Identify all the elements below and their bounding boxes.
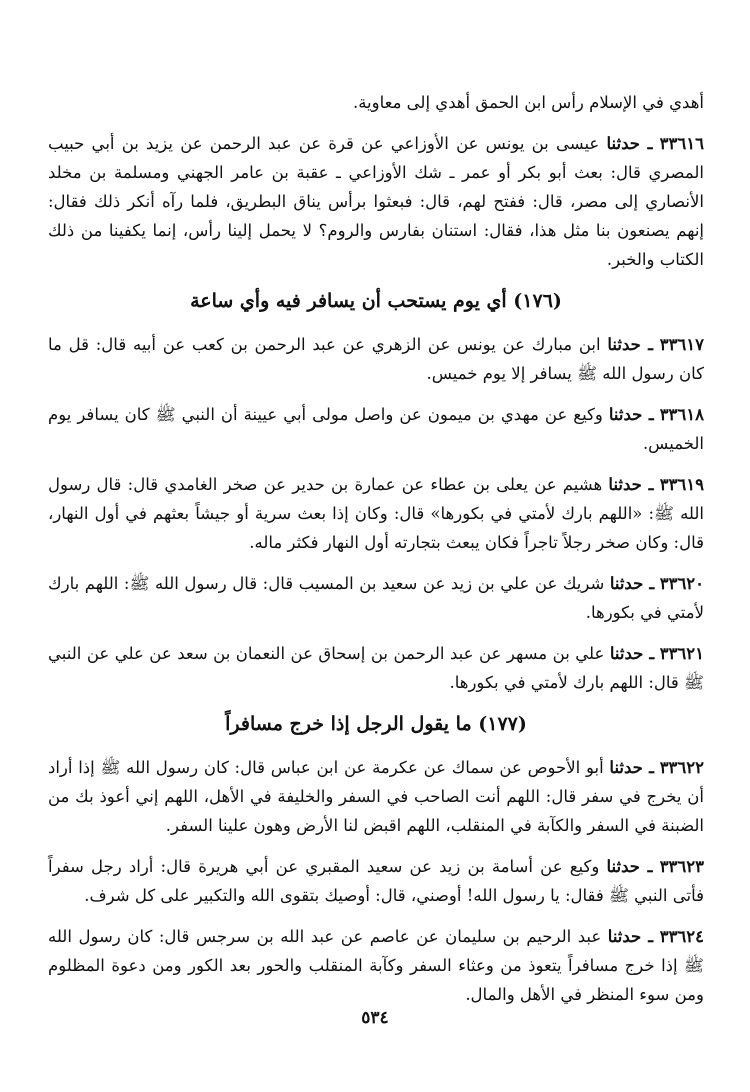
hadith-number: ٣٣٦١٦ (659, 134, 704, 153)
hadith-entry (48, 753, 704, 840)
hadith-entry (48, 922, 704, 1009)
hadith-entry (48, 470, 704, 557)
hadith-text: شريك عن علي بن زيد عن سعيد بن المسيب قال: قال رسول الله ﷺ: اللهم بارك لأمتي في بكورها. (48, 574, 704, 622)
narration-lead: ـ حدثنا (609, 574, 655, 593)
narration-lead: ـ حدثنا (606, 134, 653, 153)
narration-lead: ـ حدثنا (606, 857, 653, 876)
narration-lead: ـ حدثنا (608, 405, 654, 424)
hadith-text: وكيع عن أسامة بن زيد عن سعيد المقبري عن أبي هريرة قال: أراد رجل سفراً فأتى النبي ﷺ فقال: يا رسول الله! أوصني، قال: أوصيك بتقوى الله والتكبير على كل شرف. (48, 857, 704, 905)
chapter-heading: (١٧٧) ما يقول الرجل إذا خرج مسافراً (225, 713, 527, 735)
hadith-entry (48, 400, 704, 458)
continuation-text: أهدي في الإسلام رأس ابن الحمق أهدي إلى معاوية. (352, 93, 704, 112)
hadith-number: ٣٣٦١٨ (659, 405, 704, 424)
hadith-number: ٣٣٦٢٢ (659, 758, 704, 777)
hadith-number: ٣٣٦٢٠ (659, 574, 705, 593)
hadith-entry (48, 639, 704, 697)
hadith-text: عيسى بن يونس عن الأوزاعي عن قرة عن عبد الرحمن عن يزيد بن أبي حبيب المصري قال: بعث أبو بكر أو عمر ـ شك الأوزاعي ـ عقبة بن عامر الجهني ومسلمة بن مخلد الأنصاري إلى مصر، قال: ففتح لهم، قال: فبعثوا برأس يناق البطريق، فلما رآه أنكر ذلك فقال: إنهم يصنعون بنا مثل هذا، فقال: استنان بفارس والروم؟ لا يحمل إلينا رأس، إنما يكفينا من ذلك الكتاب والخبر. (48, 134, 704, 269)
hadith-text: علي بن مسهر عن عبد الرحمن بن إسحاق عن النعمان بن سعد عن علي عن النبي ﷺ قال: اللهم بارك لأمتي في بكورها. (48, 644, 704, 692)
hadith-number: ٣٣٦٢٤ (659, 927, 705, 946)
hadith-text: وكيع عن مهدي بن ميمون عن واصل مولى أبي عيينة أن النبي ﷺ كان يسافر يوم الخميس. (48, 405, 704, 453)
hadith-entry (48, 330, 704, 388)
hadith-text: هشيم عن يعلى بن عطاء عن عمارة بن حدير عن صخر الغامدي قال: قال رسول الله ﷺ: «اللهم بارك لأمتي في بكورها» قال: وكان إذا بعث سرية أو جيشاً بعثهم في أول النهار، قال: وكان صخر رجلاً تاجراً فكان يبعث بتجارته أول النهار فكثر ماله. (48, 475, 704, 552)
hadith-entry (48, 569, 704, 627)
hadith-text: أبو الأحوص عن سماك عن عكرمة عن ابن عباس قال: كان رسول الله ﷺ إذا أراد أن يخرج في سفر قال: اللهم أنت الصاحب في السفر والخليفة في الأهل، اللهم إني أعوذ بك من الضبنة في السفر والكآبة في المنقلب، اللهم اقبض لنا الأرض وهون علينا السفر. (48, 758, 704, 835)
narration-lead: ـ حدثنا (609, 644, 655, 663)
hadith-entry (48, 852, 704, 910)
narration-lead: ـ حدثنا (609, 758, 654, 777)
hadith-number: ٣٣٦٢١ (659, 644, 705, 663)
hadith-text: عبد الرحيم بن سليمان عن عاصم عن عبد الله بن سرجس قال: كان رسول الله ﷺ إذا خرج مسافراً يتعوذ من وعثاء السفر وكآبة المنقلب والحور بعد الكور ومن دعوة المظلوم ومن سوء المنظر في الأهل والمال. (48, 927, 704, 1004)
hadith-number: ٣٣٦٢٣ (659, 857, 704, 876)
chapter-heading: (١٧٦) أي يوم يستحب أن يسافر فيه وأي ساعة (190, 290, 562, 312)
page-number: ٥٣٤ (361, 1008, 389, 1028)
hadith-entry (48, 129, 704, 274)
hadith-number: ٣٣٦١٩ (659, 475, 705, 494)
narration-lead: ـ حدثنا (607, 927, 654, 946)
narration-lead: ـ حدثنا (607, 335, 653, 354)
hadith-number: ٣٣٦١٧ (659, 335, 705, 354)
hadith-text: ابن مبارك عن يونس عن الزهري عن عبد الرحمن بن كعب عن أبيه قال: قل ما كان رسول الله ﷺ يسافر إلا يوم خميس. (48, 335, 704, 383)
narration-lead: ـ حدثنا (608, 475, 654, 494)
